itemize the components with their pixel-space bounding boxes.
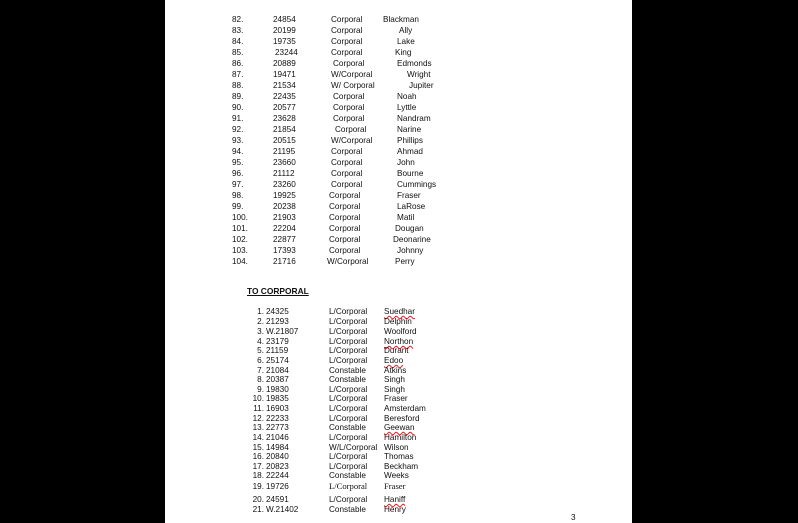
rank: L/Corporal bbox=[329, 317, 368, 326]
service-number: W.21807 bbox=[266, 327, 299, 336]
surname: Thomas bbox=[384, 452, 414, 461]
surname: Beckham bbox=[384, 462, 419, 471]
service-number: 19830 bbox=[266, 385, 289, 394]
rank: W/Corporal bbox=[331, 70, 373, 79]
entry-number: 2. bbox=[257, 317, 264, 326]
service-number: 22435 bbox=[273, 92, 296, 101]
list-item bbox=[165, 179, 632, 190]
rank: Corporal bbox=[331, 48, 363, 57]
service-number: 20238 bbox=[273, 202, 296, 211]
list-item bbox=[165, 504, 632, 515]
surname: Noah bbox=[397, 92, 417, 101]
service-number: 20515 bbox=[273, 136, 296, 145]
rank: Corporal bbox=[331, 26, 363, 35]
page-number: 3 bbox=[571, 513, 576, 522]
list-item bbox=[165, 146, 632, 157]
list-item bbox=[165, 256, 632, 267]
service-number: 22233 bbox=[266, 414, 289, 423]
list-item bbox=[165, 223, 632, 234]
entry-number: 1. bbox=[257, 307, 264, 316]
service-number: 21112 bbox=[273, 169, 295, 178]
surname: Haniff bbox=[384, 495, 406, 504]
rank: Corporal bbox=[331, 37, 363, 46]
surname: LaRose bbox=[397, 202, 426, 211]
service-number: 21534 bbox=[273, 81, 296, 90]
service-number: 21903 bbox=[273, 213, 296, 222]
entry-number: 97. bbox=[232, 180, 244, 189]
rank: Constable bbox=[329, 366, 366, 375]
rank: Constable bbox=[329, 471, 366, 480]
entry-number: 95. bbox=[232, 158, 244, 167]
service-number: 17393 bbox=[273, 246, 296, 255]
service-number: 20577 bbox=[273, 103, 296, 112]
rank: Corporal bbox=[335, 125, 367, 134]
service-number: 24854 bbox=[273, 15, 296, 24]
rank: L/Corporal bbox=[329, 337, 368, 346]
list-item bbox=[165, 245, 632, 256]
rank: Corporal bbox=[333, 103, 365, 112]
rank: L/Corporal bbox=[329, 327, 368, 336]
surname: Cummings bbox=[397, 180, 437, 189]
entry-number: 7. bbox=[257, 366, 264, 375]
surname: Weeks bbox=[384, 471, 409, 480]
list-item bbox=[165, 47, 632, 58]
service-number: 20199 bbox=[273, 26, 296, 35]
entry-number: 102. bbox=[232, 235, 248, 244]
surname: Henry bbox=[384, 505, 406, 514]
entry-number: 6. bbox=[257, 356, 264, 365]
service-number: 25174 bbox=[266, 356, 289, 365]
service-number: 20889 bbox=[273, 59, 296, 68]
list-item bbox=[165, 91, 632, 102]
surname: Lake bbox=[397, 37, 415, 46]
rank: L/Corporal bbox=[329, 433, 368, 442]
entry-number: 17. bbox=[252, 462, 264, 471]
list-item bbox=[165, 25, 632, 36]
service-number: 21854 bbox=[273, 125, 296, 134]
entry-number: 82. bbox=[232, 15, 244, 24]
service-number: 24325 bbox=[266, 307, 289, 316]
surname: Blackman bbox=[383, 15, 419, 24]
entry-number: 99. bbox=[232, 202, 244, 211]
entry-number: 14. bbox=[252, 433, 264, 442]
service-number: 20840 bbox=[266, 452, 289, 461]
service-number: 23660 bbox=[273, 158, 296, 167]
rank: L/Corporal bbox=[329, 481, 368, 491]
surname: Geewan bbox=[384, 423, 415, 432]
service-number: 14984 bbox=[266, 443, 289, 452]
list-item bbox=[165, 14, 632, 25]
surname: Fraser bbox=[397, 191, 421, 200]
surname: Atkins bbox=[384, 366, 407, 375]
service-number: 19726 bbox=[266, 482, 289, 491]
list-item bbox=[165, 190, 632, 201]
service-number: 23260 bbox=[273, 180, 296, 189]
rank: L/Corporal bbox=[329, 394, 368, 403]
surname: Bourne bbox=[397, 169, 424, 178]
surname: Edoo bbox=[384, 356, 404, 365]
service-number: 20387 bbox=[266, 375, 289, 384]
entry-number: 5. bbox=[257, 346, 264, 355]
service-number: 20823 bbox=[266, 462, 289, 471]
surname: Singh bbox=[384, 375, 405, 384]
entry-number: 90. bbox=[232, 103, 244, 112]
rank: L/Corporal bbox=[329, 462, 368, 471]
entry-number: 93. bbox=[232, 136, 244, 145]
rank: L/Corporal bbox=[329, 404, 368, 413]
list-item bbox=[165, 113, 632, 124]
list-item bbox=[165, 212, 632, 223]
entry-number: 104. bbox=[232, 257, 248, 266]
list-item bbox=[165, 157, 632, 168]
service-number: 21159 bbox=[266, 346, 289, 355]
surname: Woolford bbox=[384, 327, 417, 336]
entry-number: 85. bbox=[232, 48, 244, 57]
surname: Edmonds bbox=[397, 59, 432, 68]
service-number: 19471 bbox=[273, 70, 296, 79]
service-number: 22877 bbox=[273, 235, 296, 244]
rank: Corporal bbox=[331, 158, 363, 167]
list-item bbox=[165, 234, 632, 245]
service-number: 22204 bbox=[273, 224, 296, 233]
service-number: 19925 bbox=[273, 191, 296, 200]
list-item bbox=[165, 80, 632, 91]
service-number: 21293 bbox=[266, 317, 289, 326]
entry-number: 98. bbox=[232, 191, 244, 200]
rank: Corporal bbox=[329, 213, 361, 222]
surname: John bbox=[397, 158, 415, 167]
list-item bbox=[165, 124, 632, 135]
service-number: 19735 bbox=[273, 37, 296, 46]
surname: Narine bbox=[397, 125, 422, 134]
surname: Fraser bbox=[384, 481, 406, 491]
surname: Fraser bbox=[384, 394, 408, 403]
service-number: 22773 bbox=[266, 423, 289, 432]
entry-number: 15. bbox=[252, 443, 264, 452]
rank: L/Corporal bbox=[329, 346, 368, 355]
surname: Delphin bbox=[384, 317, 412, 326]
entry-number: 21. bbox=[252, 505, 264, 514]
rank: L/Corporal bbox=[329, 495, 368, 504]
entry-number: 101. bbox=[232, 224, 248, 233]
entry-number: 84. bbox=[232, 37, 244, 46]
list-item bbox=[165, 58, 632, 69]
service-number: 21084 bbox=[266, 366, 289, 375]
rank: Corporal bbox=[329, 224, 361, 233]
entry-number: 18. bbox=[252, 471, 264, 480]
rank: Corporal bbox=[329, 191, 361, 200]
entry-number: 83. bbox=[232, 26, 244, 35]
list-item bbox=[165, 481, 632, 492]
service-number: 23628 bbox=[273, 114, 296, 123]
rank: L/Corporal bbox=[329, 356, 368, 365]
entry-number: 103. bbox=[232, 246, 248, 255]
entry-number: 8. bbox=[257, 375, 264, 384]
entry-number: 88. bbox=[232, 81, 244, 90]
rank: Constable bbox=[329, 423, 366, 432]
entry-number: 100. bbox=[232, 213, 248, 222]
entry-number: 20. bbox=[252, 495, 264, 504]
service-number: 23244 bbox=[275, 48, 298, 57]
surname: Nandram bbox=[397, 114, 431, 123]
surname: Wilson bbox=[384, 443, 409, 452]
entry-number: 16. bbox=[252, 452, 264, 461]
rank: L/Corporal bbox=[329, 452, 368, 461]
service-number: 23179 bbox=[266, 337, 289, 346]
surname: Lyttle bbox=[397, 103, 417, 112]
service-number: 24591 bbox=[266, 495, 289, 504]
surname: Phillips bbox=[397, 136, 423, 145]
list-item bbox=[165, 470, 632, 481]
rank: Corporal bbox=[331, 15, 363, 24]
entry-number: 12. bbox=[252, 414, 264, 423]
rank: W/Corporal bbox=[327, 257, 369, 266]
rank: Corporal bbox=[329, 202, 361, 211]
surname: Jupiter bbox=[409, 81, 434, 90]
document-page bbox=[165, 0, 632, 523]
rank: Corporal bbox=[333, 92, 365, 101]
rank: Corporal bbox=[333, 59, 365, 68]
surname: Perry bbox=[395, 257, 415, 266]
entry-number: 10. bbox=[252, 394, 264, 403]
surname: Beresford bbox=[384, 414, 420, 423]
list-item bbox=[165, 135, 632, 146]
rank: W/ Corporal bbox=[331, 81, 375, 90]
list-item bbox=[165, 69, 632, 80]
rank: Corporal bbox=[331, 147, 363, 156]
rank: Corporal bbox=[329, 246, 361, 255]
rank: Corporal bbox=[333, 114, 365, 123]
entry-number: 13. bbox=[252, 423, 264, 432]
rank: L/Corporal bbox=[329, 414, 368, 423]
surname: Singh bbox=[384, 385, 405, 394]
list-item bbox=[165, 102, 632, 113]
entry-number: 3. bbox=[257, 327, 264, 336]
entry-number: 19. bbox=[252, 482, 264, 491]
rank: Corporal bbox=[331, 169, 363, 178]
surname: King bbox=[395, 48, 412, 57]
list-item bbox=[165, 201, 632, 212]
rank: Corporal bbox=[329, 235, 361, 244]
service-number: 21716 bbox=[273, 257, 296, 266]
service-number: 16903 bbox=[266, 404, 289, 413]
surname: Johnny bbox=[397, 246, 424, 255]
service-number: W.21402 bbox=[266, 505, 299, 514]
rank: L/Corporal bbox=[329, 307, 368, 316]
surname: Suedhar bbox=[384, 307, 415, 316]
surname: Matil bbox=[397, 213, 415, 222]
list-item bbox=[165, 36, 632, 47]
surname: Durant bbox=[384, 346, 409, 355]
entry-number: 96. bbox=[232, 169, 244, 178]
surname: Deonarine bbox=[393, 235, 431, 244]
entry-number: 91. bbox=[232, 114, 244, 123]
entry-number: 86. bbox=[232, 59, 244, 68]
entry-number: 87. bbox=[232, 70, 244, 79]
service-number: 21046 bbox=[266, 433, 289, 442]
surname: Ahmad bbox=[397, 147, 423, 156]
entry-number: 92. bbox=[232, 125, 244, 134]
rank: W/L/Corporal bbox=[329, 443, 378, 452]
surname: Wright bbox=[407, 70, 431, 79]
entry-number: 11. bbox=[253, 404, 264, 413]
entry-number: 94. bbox=[232, 147, 244, 156]
rank: L/Corporal bbox=[329, 385, 368, 394]
entry-number: 89. bbox=[232, 92, 244, 101]
service-number: 19835 bbox=[266, 394, 289, 403]
rank: W/Corporal bbox=[331, 136, 373, 145]
rank: Corporal bbox=[331, 180, 363, 189]
surname: Hamilton bbox=[384, 433, 417, 442]
service-number: 21195 bbox=[273, 147, 296, 156]
surname: Northon bbox=[384, 337, 414, 346]
surname: Amsterdam bbox=[384, 404, 426, 413]
entry-number: 4. bbox=[257, 337, 264, 346]
list-item bbox=[165, 168, 632, 179]
service-number: 22244 bbox=[266, 471, 289, 480]
surname: Ally bbox=[399, 26, 413, 35]
section-title-to-corporal: TO CORPORAL bbox=[247, 286, 309, 296]
entry-number: 9. bbox=[257, 385, 264, 394]
rank: Constable bbox=[329, 505, 366, 514]
rank: Constable bbox=[329, 375, 366, 384]
surname: Dougan bbox=[395, 224, 424, 233]
